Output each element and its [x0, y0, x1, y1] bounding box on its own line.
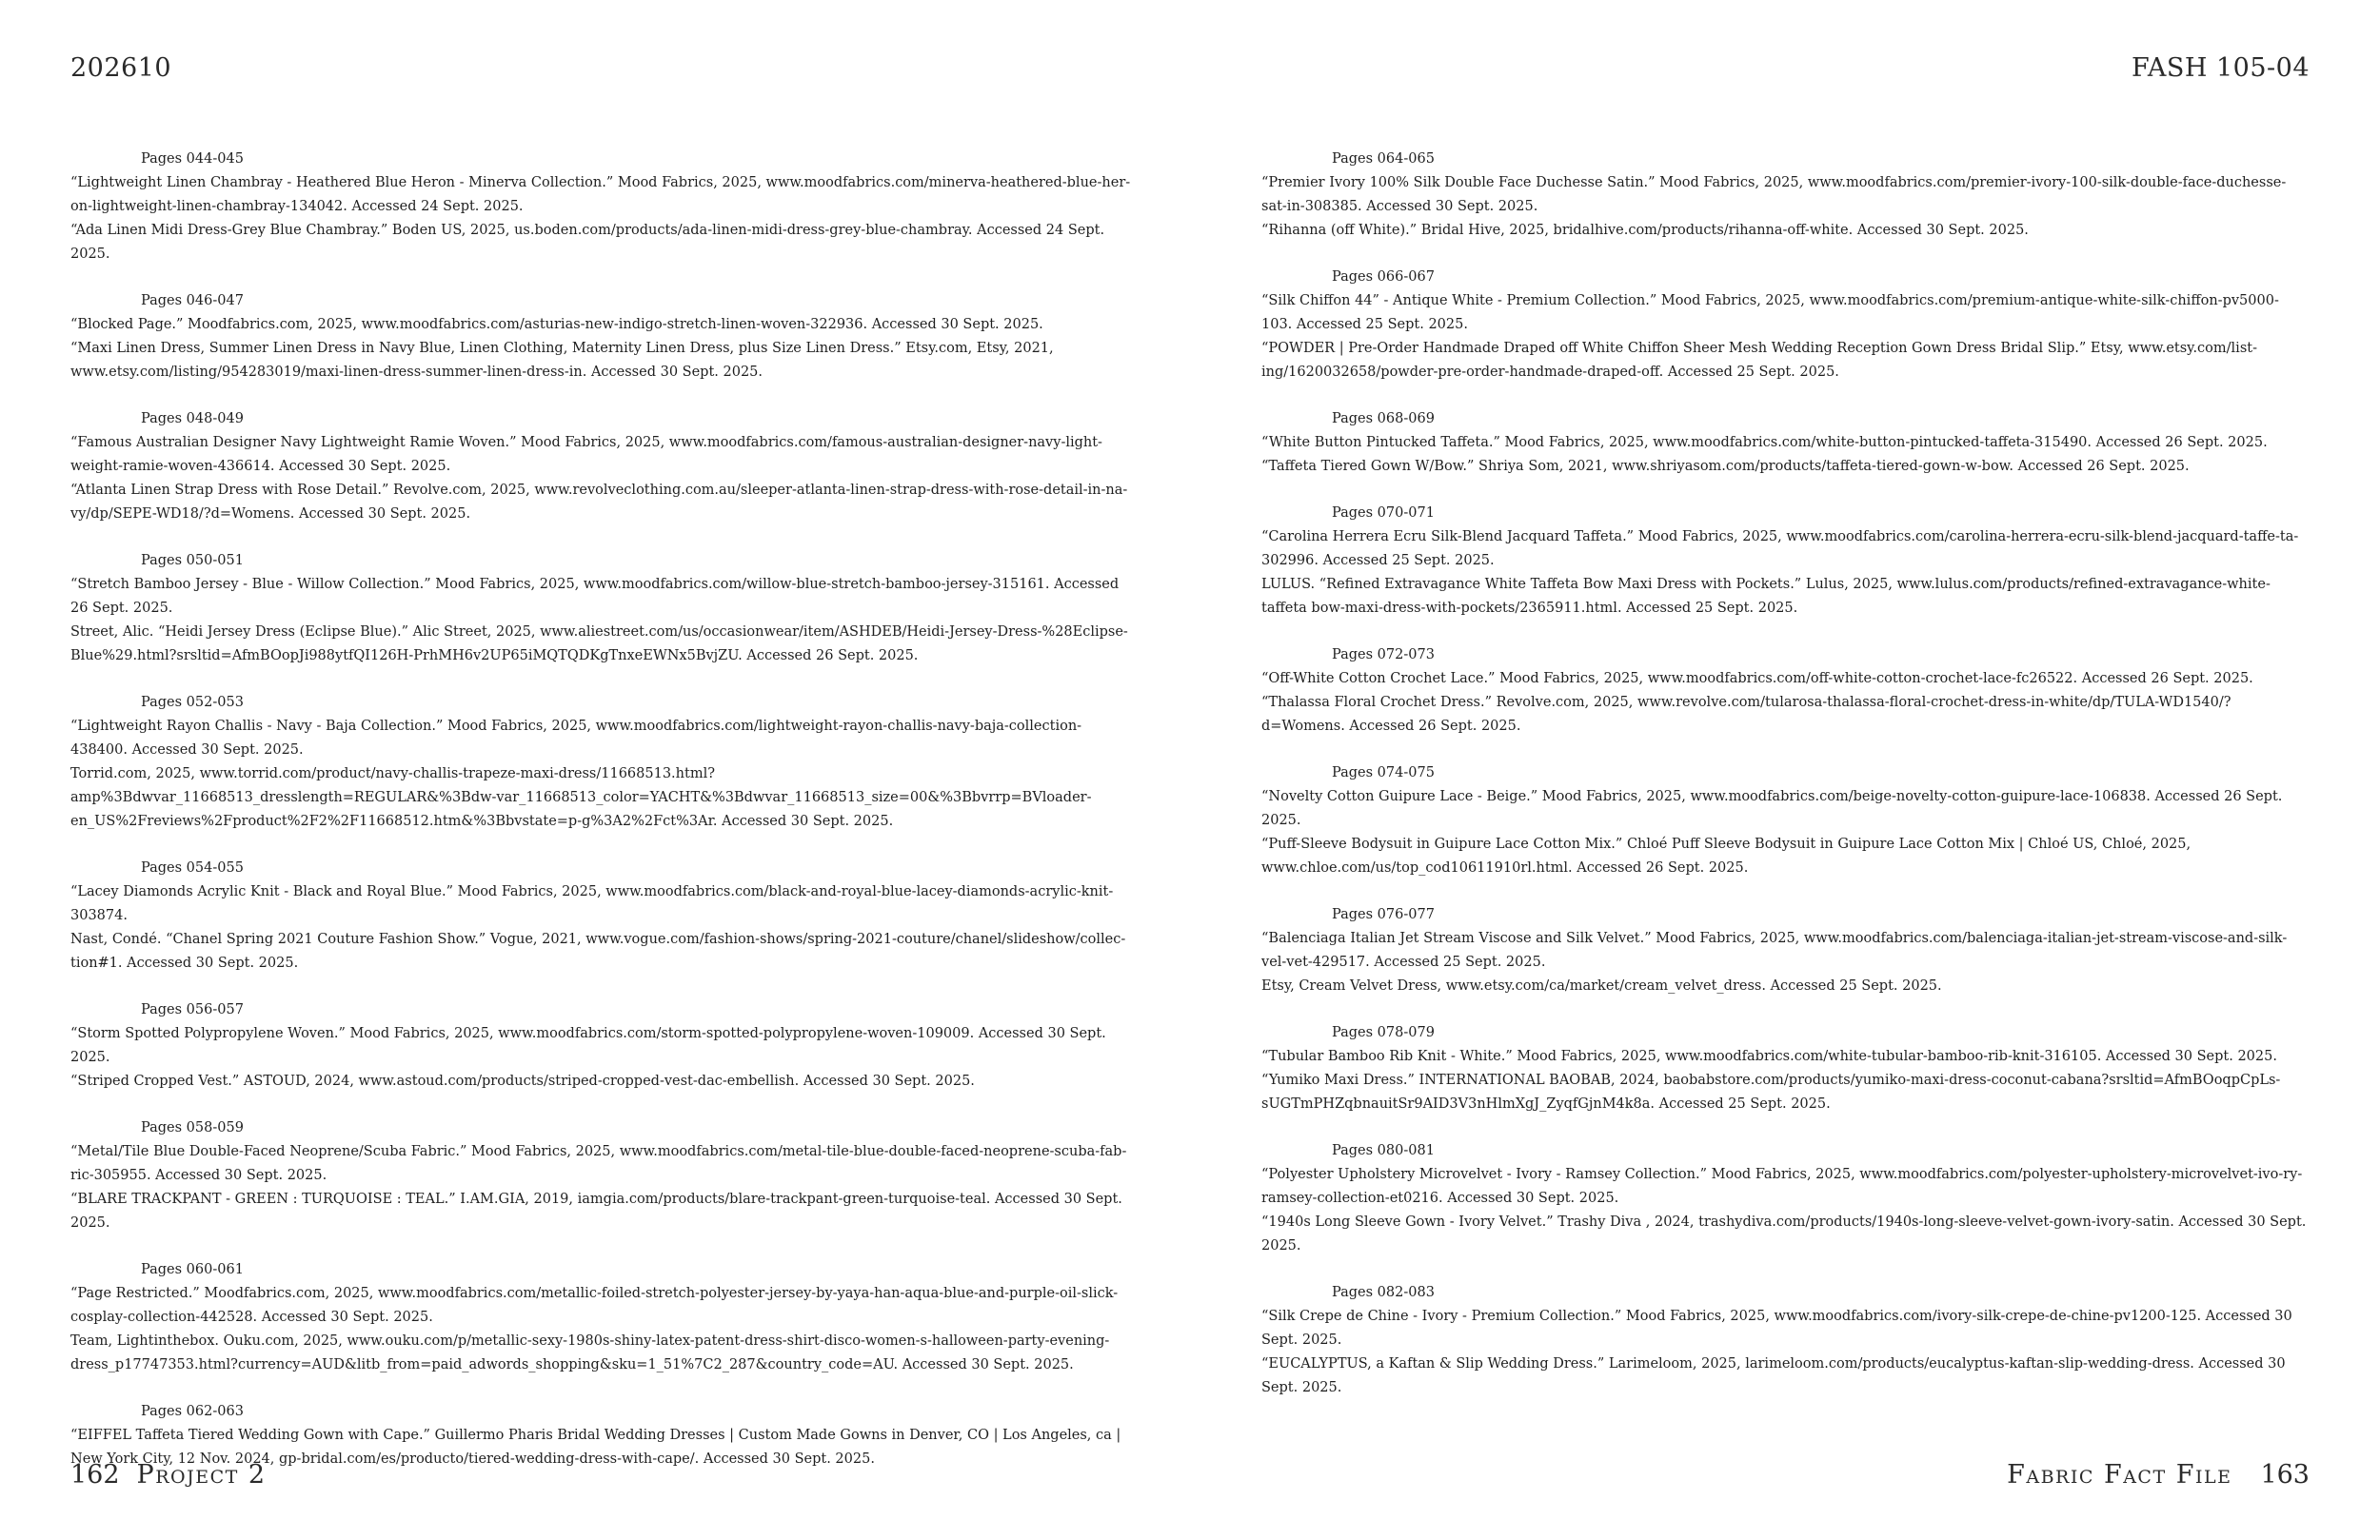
section-pages-label: Pages 054-055 — [141, 860, 244, 876]
reference-section — [1261, 1021, 2309, 1116]
right-page-title: Fabric Fact File — [2007, 1460, 2232, 1490]
section-pages-label: Pages 070-071 — [1332, 505, 1435, 521]
citation-entry: “Novelty Cotton Guipure Lace - Beige.” Mood Fabrics, 2025, www.moodfabrics.com/beige-novelty-cotton-guipure-lace-106838. Accessed 26 Sept. 2025. — [1261, 789, 2283, 828]
section-pages-label: Pages 048-049 — [141, 411, 244, 426]
reference-section — [70, 857, 1137, 976]
citation-entry: “White Button Pintucked Taffeta.” Mood Fabrics, 2025, www.moodfabrics.com/white-button-pintucked-taffeta-315490. Accessed 26 Sept. 2025. — [1261, 435, 2268, 450]
citation-entry: Nast, Condé. “Chanel Spring 2021 Couture Fashion Show.” Vogue, 2021, www.vogue.com/fashion-shows/spring-2021-couture/chanel/slideshow/collec-tion#1. Accessed 30 Sept. 2025. — [70, 932, 1126, 971]
citation-entry: Etsy, Cream Velvet Dress, www.etsy.com/ca/market/cream_velvet_dress. Accessed 25 Sept. 2025. — [1261, 978, 1942, 994]
citation-entry: “1940s Long Sleeve Gown - Ivory Velvet.” Trashy Diva , 2024, trashydiva.com/products/1940s-long-sleeve-velvet-gown-ivory-satin. Accessed 30 Sept. 2025. — [1261, 1214, 2307, 1254]
citation-entry: “Puff-Sleeve Bodysuit in Guipure Lace Cotton Mix.” Chloé Puff Sleeve Bodysuit in Guipure Lace Cotton Mix | Chloé US, Chloé, 2025, www.chloe.com/us/top_cod10611910rl.html. Accessed 26 Sept. 2025. — [1261, 837, 2192, 876]
citation-entry: “Lightweight Linen Chambray - Heathered Blue Heron - Minerva Collection.” Mood Fabrics, 2025, www.moodfabrics.com/minerva-heathered-blue-her-on-lightweight-linen-chambray-134042. Accessed 24 Sept. 2025. — [70, 175, 1131, 214]
reference-section — [70, 289, 1137, 385]
section-pages-label: Pages 050-051 — [141, 553, 244, 568]
citation-entry: “Thalassa Floral Crochet Dress.” Revolve.com, 2025, www.revolve.com/tularosa-thalassa-floral-crochet-dress-in-white/dp/TULA-WD1540/?d=Womens. Accessed 26 Sept. 2025. — [1261, 695, 2231, 734]
citation-entry: Street, Alic. “Heidi Jersey Dress (Eclipse Blue).” Alic Street, 2025, www.aliestreet.com/us/occasionwear/item/ASHDEB/Heidi-Jersey-Dress-%28Eclipse-Blue%29.html?srsltid=AfmBOopJi988ytfQI126H-PrhMH6v2UP65iMQTQDKgTnxeEWNx5BvjZU. Accessed 26 Sept. 2025. — [70, 624, 1128, 663]
section-pages-label: Pages 062-063 — [141, 1404, 244, 1419]
citation-entry: “EUCALYPTUS, a Kaftan & Slip Wedding Dress.” Larimeloom, 2025, larimeloom.com/products/eucalyptus-kaftan-slip-wedding-dress. Accessed 30 Sept. 2025. — [1261, 1356, 2286, 1395]
right-page-references — [1261, 148, 2309, 1423]
section-pages-label: Pages 060-061 — [141, 1262, 244, 1277]
reference-section — [70, 407, 1137, 526]
citation-entry: “Famous Australian Designer Navy Lightweight Ramie Woven.” Mood Fabrics, 2025, www.moodfabrics.com/famous-australian-designer-navy-light-weight-ramie-woven-436614. Accessed 30 Sept. 2025. — [70, 435, 1102, 474]
section-pages-label: Pages 080-081 — [1332, 1143, 1435, 1158]
header-course-code: FASH 105-04 — [2131, 53, 2310, 83]
reference-section — [70, 1116, 1137, 1235]
citation-entry: “Tubular Bamboo Rib Knit - White.” Mood Fabrics, 2025, www.moodfabrics.com/white-tubular-bamboo-rib-knit-316105. Accessed 30 Sept. 2025. — [1261, 1049, 2277, 1064]
citation-entry: “BLARE TRACKPANT - GREEN : TURQUOISE : TEAL.” I.AM.GIA, 2019, iamgia.com/products/blare-trackpant-green-turquoise-teal. Accessed 30 Sept. 2025. — [70, 1192, 1122, 1231]
citation-entry: “Striped Cropped Vest.” ASTOUD, 2024, www.astoud.com/products/striped-cropped-vest-dac-embellish. Accessed 30 Sept. 2025. — [70, 1074, 975, 1089]
section-pages-label: Pages 066-067 — [1332, 269, 1435, 285]
citation-entry: “Ada Linen Midi Dress-Grey Blue Chambray.” Boden US, 2025, us.boden.com/products/ada-linen-midi-dress-grey-blue-chambray. Accessed 24 Sept. 2025. — [70, 223, 1105, 262]
citation-entry: “Atlanta Linen Strap Dress with Rose Detail.” Revolve.com, 2025, www.revolveclothing.com.au/sleeper-atlanta-linen-strap-dress-with-rose-detail-in-na-vy/dp/SEPE-WD18/?d=Womens. Accessed 30 Sept. 2025. — [70, 483, 1128, 522]
citation-entry: “Off-White Cotton Crochet Lace.” Mood Fabrics, 2025, www.moodfabrics.com/off-white-cotton-crochet-lace-fc26522. Accessed 26 Sept. 2025. — [1261, 671, 2253, 686]
citation-entry: “Storm Spotted Polypropylene Woven.” Mood Fabrics, 2025, www.moodfabrics.com/storm-spotted-polypropylene-woven-109009. Accessed 30 Sept. 2025. — [70, 1026, 1106, 1065]
citation-entry: Team, Lightinthebox. Ouku.com, 2025, www.ouku.com/p/metallic-sexy-1980s-shiny-latex-patent-dress-shirt-disco-women-s-halloween-party-evening-dress_p17747353.html?currency=AUD&litb_from=paid_adwords_shopping&sku=1_51%7C2_287&country_code=AU. Accessed 30 Sept. 2025. — [70, 1333, 1110, 1372]
citation-entry: “Maxi Linen Dress, Summer Linen Dress in Navy Blue, Linen Clothing, Maternity Linen Dress, plus Size Linen Dress.” Etsy.com, Etsy, 2021, www.etsy.com/listing/954283019/maxi-linen-dress-summer-linen-dress-in. Accessed 30 Sept. 2025. — [70, 341, 1054, 380]
reference-section — [1261, 407, 2309, 479]
section-pages-label: Pages 078-079 — [1332, 1025, 1435, 1040]
section-pages-label: Pages 052-053 — [141, 695, 244, 710]
citation-entry: “EIFFEL Taffeta Tiered Wedding Gown with Cape.” Guillermo Pharis Bridal Wedding Dresses | Custom Made Gowns in Denver, CO | Los Angeles, ca | New York City, 12 Nov. 2024, gp-bridal.com/es/producto/tiered-wedding-dress-with-cape/. Accessed 30 Sept. 2025. — [70, 1428, 1121, 1467]
citation-entry: “Metal/Tile Blue Double-Faced Neoprene/Scuba Fabric.” Mood Fabrics, 2025, www.moodfabrics.com/metal-tile-blue-double-faced-neoprene-scuba-fab-ric-305955. Accessed 30 Sept. 2025. — [70, 1144, 1127, 1183]
reference-section — [1261, 643, 2309, 739]
reference-section — [1261, 502, 2309, 621]
citation-entry: “Polyester Upholstery Microvelvet - Ivory - Ramsey Collection.” Mood Fabrics, 2025, www.moodfabrics.com/polyester-upholstery-microvelvet-ivo-ry-ramsey-collection-et0216. Accessed 30 Sept. 2025. — [1261, 1167, 2303, 1206]
citation-entry: “Stretch Bamboo Jersey - Blue - Willow Collection.” Mood Fabrics, 2025, www.moodfabrics.com/willow-blue-stretch-bamboo-jersey-315161. Accessed 26 Sept. 2025. — [70, 577, 1120, 616]
reference-section — [1261, 266, 2309, 385]
citation-entry: “Page Restricted.” Moodfabrics.com, 2025, www.moodfabrics.com/metallic-foiled-stretch-polyester-jersey-by-yaya-han-aqua-blue-and-purple-oil-slick-cosplay-collection-442528. Accessed 30 Sept. 2025. — [70, 1286, 1119, 1325]
citation-entry: “Balenciaga Italian Jet Stream Viscose and Silk Velvet.” Mood Fabrics, 2025, www.moodfabrics.com/balenciaga-italian-jet-stream-viscose-and-silk-vel-vet-429517. Accessed 25 Sept. 2025. — [1261, 931, 2288, 970]
citation-entry: “Premier Ivory 100% Silk Double Face Duchesse Satin.” Mood Fabrics, 2025, www.moodfabrics.com/premier-ivory-100-silk-double-face-duchesse-sat-in-308385. Accessed 30 Sept. 2025. — [1261, 175, 2287, 214]
citation-entry: “POWDER | Pre-Order Handmade Draped off White Chiffon Sheer Mesh Wedding Reception Gown Dress Bridal Slip.” Etsy, www.etsy.com/list-ing/1620032658/powder-pre-order-handmade-draped-off. Accessed 25 Sept. 2025. — [1261, 341, 2257, 380]
section-pages-label: Pages 068-069 — [1332, 411, 1435, 426]
section-pages-label: Pages 046-047 — [141, 293, 244, 308]
section-pages-label: Pages 074-075 — [1332, 765, 1435, 780]
section-pages-label: Pages 058-059 — [141, 1120, 244, 1135]
section-pages-label: Pages 082-083 — [1332, 1285, 1435, 1300]
footer-right — [2007, 1460, 2310, 1490]
citation-entry: “Lacey Diamonds Acrylic Knit - Black and Royal Blue.” Mood Fabrics, 2025, www.moodfabrics.com/black-and-royal-blue-lacey-diamonds-acrylic-knit-303874. — [70, 884, 1114, 923]
citation-entry: “Silk Chiffon 44” - Antique White - Premium Collection.” Mood Fabrics, 2025, www.moodfabrics.com/premium-antique-white-silk-chiffon-pv5000-103. Accessed 25 Sept. 2025. — [1261, 293, 2279, 332]
right-page-number: 163 — [2260, 1460, 2310, 1490]
section-pages-label: Pages 044-045 — [141, 151, 244, 167]
reference-section — [70, 998, 1137, 1094]
section-pages-label: Pages 072-073 — [1332, 647, 1435, 662]
reference-section — [1261, 1281, 2309, 1400]
citation-entry: “Silk Crepe de Chine - Ivory - Premium Collection.” Mood Fabrics, 2025, www.moodfabrics.com/ivory-silk-crepe-de-chine-pv1200-125. Accessed 30 Sept. 2025. — [1261, 1309, 2292, 1348]
citation-entry: “Rihanna (off White).” Bridal Hive, 2025, bridalhive.com/products/rihanna-off-white. Accessed 30 Sept. 2025. — [1261, 223, 2029, 238]
footer-left — [70, 1460, 267, 1490]
reference-section — [70, 1258, 1137, 1377]
section-pages-label: Pages 056-057 — [141, 1002, 244, 1017]
citation-entry: “Carolina Herrera Ecru Silk-Blend Jacquard Taffeta.” Mood Fabrics, 2025, www.moodfabrics.com/carolina-herrera-ecru-silk-blend-jacquard-taffe-ta-302996. Accessed 25 Sept. 2025. — [1261, 529, 2299, 568]
reference-section — [1261, 148, 2309, 243]
citation-entry: “Yumiko Maxi Dress.” INTERNATIONAL BAOBAB, 2024, baobabstore.com/products/yumiko-maxi-dress-coconut-cabana?srsltid=AfmBOoqpCpLs-sUGTmPHZqbnauitSr9AID3V3nHlmXgJ_ZyqfGjnM4k8a. Accessed 25 Sept. 2025. — [1261, 1073, 2281, 1112]
reference-section — [1261, 1139, 2309, 1258]
citation-entry: LULUS. “Refined Extravagance White Taffeta Bow Maxi Dress with Pockets.” Lulus, 2025, www.lulus.com/products/refined-extravagance-white-taffeta bow-maxi-dress-with-pockets/2365911.html. Accessed 25 Sept. 2025. — [1261, 577, 2271, 616]
left-page-references — [70, 148, 1137, 1494]
left-page-number: 162 — [70, 1460, 120, 1490]
citation-entry: Torrid.com, 2025, www.torrid.com/product/navy-challis-trapeze-maxi-dress/11668513.html?amp%3Bdwvar_11668513_dresslength=REGULAR&%3Bdw-var_11668513_color=YACHT&%3Bdwvar_11668513_size=00&%3Bbvrrp=BVloader-en_US%2Freviews%2Fproduct%2F2%2F11668512.htm&%3Bbvstate=p-g%3A2%2Fct%3Ar. Accessed 30 Sept. 2025. — [70, 766, 1092, 829]
section-pages-label: Pages 076-077 — [1332, 907, 1435, 922]
citation-entry: “Blocked Page.” Moodfabrics.com, 2025, www.moodfabrics.com/asturias-new-indigo-stretch-linen-woven-322936. Accessed 30 Sept. 2025. — [70, 317, 1043, 332]
reference-section — [70, 148, 1137, 267]
header-left-code: 202610 — [70, 53, 172, 83]
section-pages-label: Pages 064-065 — [1332, 151, 1435, 167]
citation-entry: “Taffeta Tiered Gown W/Bow.” Shriya Som, 2021, www.shriyasom.com/products/taffeta-tiered-gown-w-bow. Accessed 26 Sept. 2025. — [1261, 459, 2190, 474]
reference-section — [70, 549, 1137, 668]
citation-entry: “Lightweight Rayon Challis - Navy - Baja Collection.” Mood Fabrics, 2025, www.moodfabrics.com/lightweight-rayon-challis-navy-baja-collection-438400. Accessed 30 Sept. 2025. — [70, 719, 1082, 758]
reference-section — [1261, 761, 2309, 880]
reference-section — [70, 691, 1137, 834]
reference-section — [1261, 903, 2309, 998]
left-page-title: Project 2 — [136, 1460, 267, 1490]
